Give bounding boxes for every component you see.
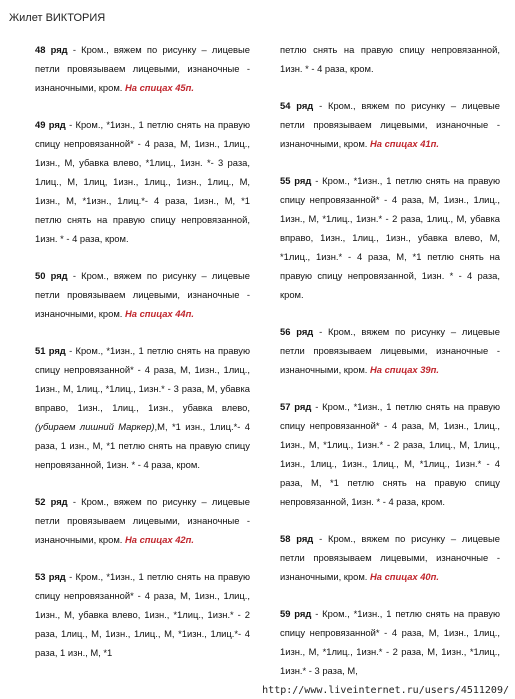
paragraph-row-57 bbox=[280, 397, 500, 511]
marker-note: (убираем лишний Маркер) bbox=[35, 421, 155, 432]
paragraph-row-58 bbox=[280, 529, 500, 586]
source-url-watermark: http://www.liveinternet.ru/users/4511209/ bbox=[262, 685, 509, 696]
row-instructions: - Кром., вяжем по рисунку – лицевые петли провязываем лицевыми, изнаночные - изнаночными, кром. bbox=[35, 270, 250, 319]
row-instructions: - Кром., *1изн., 1 петлю снять на правую спицу непровязанной* - 4 раза, М, 1изн., 1лиц., 1изн., М, *1лиц., 1изн.* - 2 раза, 1лиц., М, 1лиц., 1изн., 1лиц., 1изн., 1лиц., М, *1лиц., 1изн.* - 4 раза, М, *1 петлю снять на правую спицу непровязанной, 1изн. * - 4 раза, кром. bbox=[280, 401, 501, 507]
paragraph-row-54 bbox=[280, 96, 500, 153]
row-number: 49 ряд bbox=[35, 119, 66, 130]
row-number: 51 ряд bbox=[35, 345, 66, 356]
row-instructions: - Кром., вяжем по рисунку – лицевые петли провязываем лицевыми, изнаночные - изнаночными, кром. bbox=[35, 44, 250, 93]
row-number: 59 ряд bbox=[280, 608, 312, 619]
row-instructions: - Кром., *1изн., 1 петлю снять на правую спицу непровязанной* - 4 раза, М, 1изн., 1лиц., 1изн., М, 1лиц., *1лиц., 1изн.* - 3 раза, М, убавка вправо, 1изн., 1лиц., 1изн., убавка влево, bbox=[35, 345, 250, 413]
paragraph-row-50 bbox=[35, 266, 250, 323]
stitch-count: На спицах 45п. bbox=[125, 82, 194, 93]
row-instructions: - Кром., *1изн., 1 петлю снять на правую спицу непровязанной* - 4 раза, М, 1изн., 1лиц., 1изн., М, убавка влево, 1изн., *1лиц., 1изн.* - 2 раза, 1лиц., М, 1изн., 1лиц., М, *1изн., 1лиц.*- 4 раза, 1 изн., М, *1 bbox=[35, 571, 250, 658]
row-instructions: - Кром., *1изн., 1 петлю снять на правую спицу непровязанной* - 4 раза, М, 1изн., 1лиц., 1изн., М, убавка влево, *1лиц., 1изн. *- 3 раза, 1лиц., М, 1лиц, 1изн., 1лиц., 1изн., 1лиц., М, 1изн., М, *1изн., 1лиц.*- 4 раза, 1изн., М, *1 петлю снять на правую спицу непровязанной, 1изн. * - 4 раза, кром. bbox=[35, 119, 250, 244]
row-number: 52 ряд bbox=[35, 496, 68, 507]
row-number: 48 ряд bbox=[35, 44, 68, 55]
stitch-count: На спицах 39п. bbox=[370, 364, 439, 375]
paragraph-row-49 bbox=[35, 115, 250, 248]
page-title: Жилет ВИКТОРИЯ bbox=[9, 12, 106, 24]
paragraph-row-55 bbox=[280, 171, 500, 304]
row-instructions: - Кром., *1изн., 1 петлю снять на правую спицу непровязанной* - 4 раза, М, 1изн., 1лиц., 1изн., М, *1лиц., 1изн.* - 2 раза, 1лиц., М, убавка вправо, 1изн., 1лиц., 1изн., убавка влево, М, *1лиц., 1изн.* - 4 раза, М, *1 петлю снять на правую спицу непровязанной, 1изн. * - 4 раза, кром. bbox=[280, 175, 501, 300]
right-column bbox=[280, 40, 500, 698]
paragraph-row-53 bbox=[35, 567, 250, 662]
row-number: 55 ряд bbox=[280, 175, 312, 186]
stitch-count: На спицах 40п. bbox=[370, 571, 439, 582]
row-number: 57 ряд bbox=[280, 401, 312, 412]
row-instructions-cont: ,М, *1 изн., 1лиц.*- 4 раза, 1 изн., М, *1 петлю снять на правую спицу непровязанной, 1изн. * - 4 раза, кром. bbox=[35, 421, 250, 470]
stitch-count: На спицах 42п. bbox=[125, 534, 194, 545]
paragraph-row-48 bbox=[35, 40, 250, 97]
row-number: 53 ряд bbox=[35, 571, 66, 582]
row-instructions: - Кром., вяжем по рисунку – лицевые петли провязываем лицевыми, изнаночные - изнаночными, кром. bbox=[280, 100, 500, 149]
paragraph-row-52 bbox=[35, 492, 250, 549]
row-instructions: - Кром., вяжем по рисунку – лицевые петли провязываем лицевыми, изнаночные - изнаночными, кром. bbox=[35, 496, 250, 545]
paragraph-row-53-cont bbox=[280, 40, 500, 78]
stitch-count: На спицах 44п. bbox=[125, 308, 194, 319]
row-number: 56 ряд bbox=[280, 326, 314, 337]
row-number: 54 ряд bbox=[280, 100, 314, 111]
stitch-count: На спицах 41п. bbox=[370, 138, 439, 149]
paragraph-row-51 bbox=[35, 341, 250, 474]
row-number: 50 ряд bbox=[35, 270, 68, 281]
row-number: 58 ряд bbox=[280, 533, 314, 544]
row-instructions: - Кром., *1изн., 1 петлю снять на правую спицу непровязанной* - 4 раза, М, 1изн., 1лиц., 1изн., М, *1лиц., 1изн.* - 2 раза, М, 1изн., *1лиц., 1изн.* - 3 раза, М, bbox=[280, 608, 501, 676]
left-column bbox=[35, 40, 250, 680]
row-instructions: - Кром., вяжем по рисунку – лицевые петли провязываем лицевыми, изнаночные - изнаночными, кром. bbox=[280, 326, 500, 375]
paragraph-row-59 bbox=[280, 604, 500, 680]
row-instructions: - Кром., вяжем по рисунку – лицевые петли провязываем лицевыми, изнаночные - изнаночными, кром. bbox=[280, 533, 500, 582]
row-instructions: петлю снять на правую спицу непровязанной, 1изн. * - 4 раза, кром. bbox=[280, 44, 500, 74]
paragraph-row-56 bbox=[280, 322, 500, 379]
